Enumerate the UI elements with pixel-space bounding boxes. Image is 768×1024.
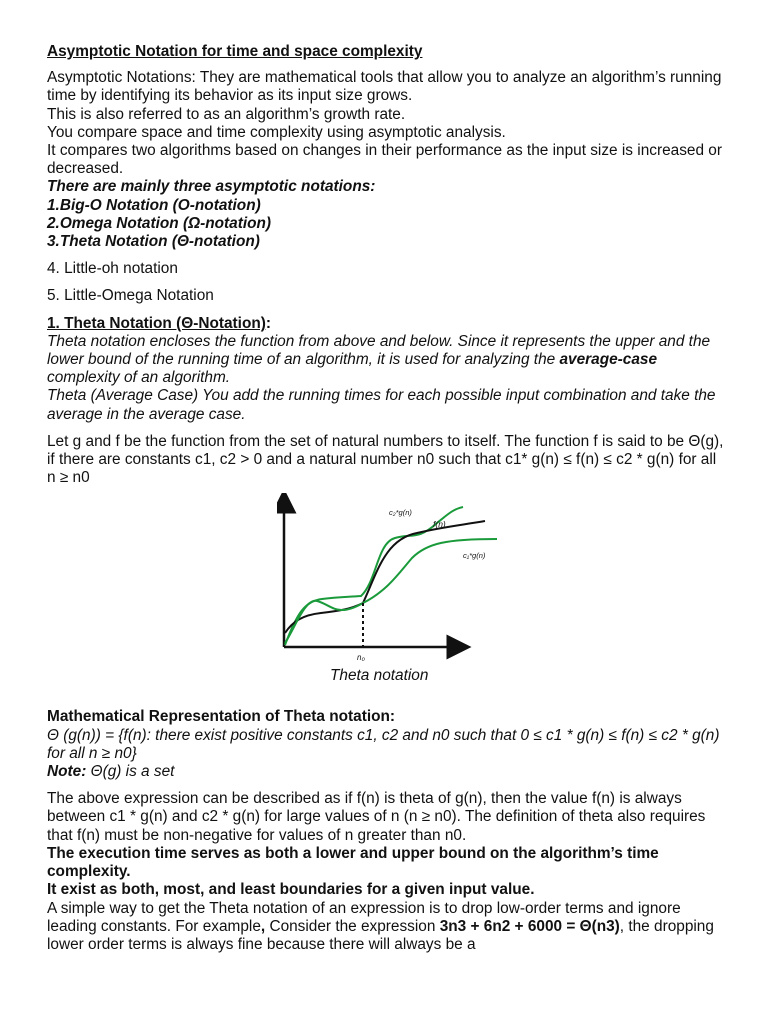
notation-little-omega: 5. Little-Omega Notation: [47, 287, 214, 305]
document-title: Asymptotic Notation for time and space complexity: [47, 43, 423, 60]
simple-method-paragraph: A simple way to get the Theta notation of an expression is to drop low-order terms and ignore leading constants. For example, Consider the expression 3n3 + 6n2 + 6000 = Θ(n3), the dropping lower order terms is always fine because there will always be a: [47, 899, 714, 953]
theta-average-case: Theta (Average Case) You add the running times for each possible input combination and take the average in the average case.: [47, 387, 716, 423]
notation-little-oh: 4. Little-oh notation: [47, 260, 178, 278]
intro-line-2: This is also referred to as an algorithm’s growth rate.: [47, 105, 406, 123]
notation-theta: 3.Theta Notation (Θ-notation): [47, 233, 260, 251]
n0-label: n₀: [357, 653, 365, 663]
math-heading: Mathematical Representation of Theta notation:: [47, 708, 396, 726]
math-formula: Θ (g(n)) = {f(n): there exist positive constants c1, c2 and n0 such that 0 ≤ c1 * g(n) ≤ f(n) ≤ c2 * g(n) for all n ≥ n0}: [47, 726, 720, 762]
notation-omega: 2.Omega Notation (Ω-notation): [47, 214, 272, 232]
notations-heading: There are mainly three asymptotic notations:: [47, 178, 376, 196]
example-expression: 3n3 + 6n2 + 6000 = Θ(n3): [439, 917, 620, 935]
theta-section-heading: 1. Theta Notation (Θ-Notation):: [47, 314, 272, 332]
document-page: [47, 43, 727, 954]
lower-curve-label: c₁*g(n): [463, 551, 486, 561]
intro-line-3: You compare space and time complexity using asymptotic analysis.: [47, 123, 506, 141]
f-curve: [285, 521, 485, 633]
intro-line-4: It compares two algorithms based on changes in their performance as the input size is increased or decreased.: [47, 142, 722, 178]
theta-heading-text: 1. Theta Notation (Θ-Notation): [47, 314, 266, 332]
bold-statement-2: It exist as both, most, and least boundaries for a given input value.: [47, 881, 535, 899]
average-case-term: average-case: [559, 351, 658, 369]
theta-definition: Let g and f be the function from the set of natural numbers to itself. The function f is said to be Θ(g), if there are constants c1, c2 > 0 and a natural number n0 such that c1* g(n) ≤ f(n) ≤ c2 * g(n) for all n ≥ n0: [47, 432, 724, 487]
bold-statement-1: The execution time serves as both a lower and upper bound on the algorithm’s time complexity.: [47, 844, 659, 881]
intro-line-1: Asymptotic Notations: They are mathematical tools that allow you to analyze an algorithm’s running time by identifying its behavior as its input size grows.: [47, 69, 722, 105]
theta-description: Theta notation encloses the function from above and below. Since it represents the upper and the lower bound of the running time of an algorithm, it is used for analyzing the average-case complexity of an algorithm.: [47, 332, 711, 387]
theta-figure: [47, 493, 727, 708]
theta-graph: [277, 493, 507, 663]
notation-big-o: 1.Big-O Notation (O-notation): [47, 196, 261, 214]
figure-caption: Theta notation: [330, 667, 429, 685]
explanation: The above expression can be described as if f(n) is theta of g(n), then the value f(n) is always between c1 * g(n) and c2 * g(n) for large values of n (n ≥ n0). The definition of theta also requires that f(n) must be non-negative for values of n greater than n0.: [47, 790, 706, 844]
note-line: Note: Θ(g) is a set: [47, 763, 175, 781]
f-curve-label: f(n): [433, 519, 446, 530]
upper-curve-label: c₂*g(n): [389, 508, 412, 518]
